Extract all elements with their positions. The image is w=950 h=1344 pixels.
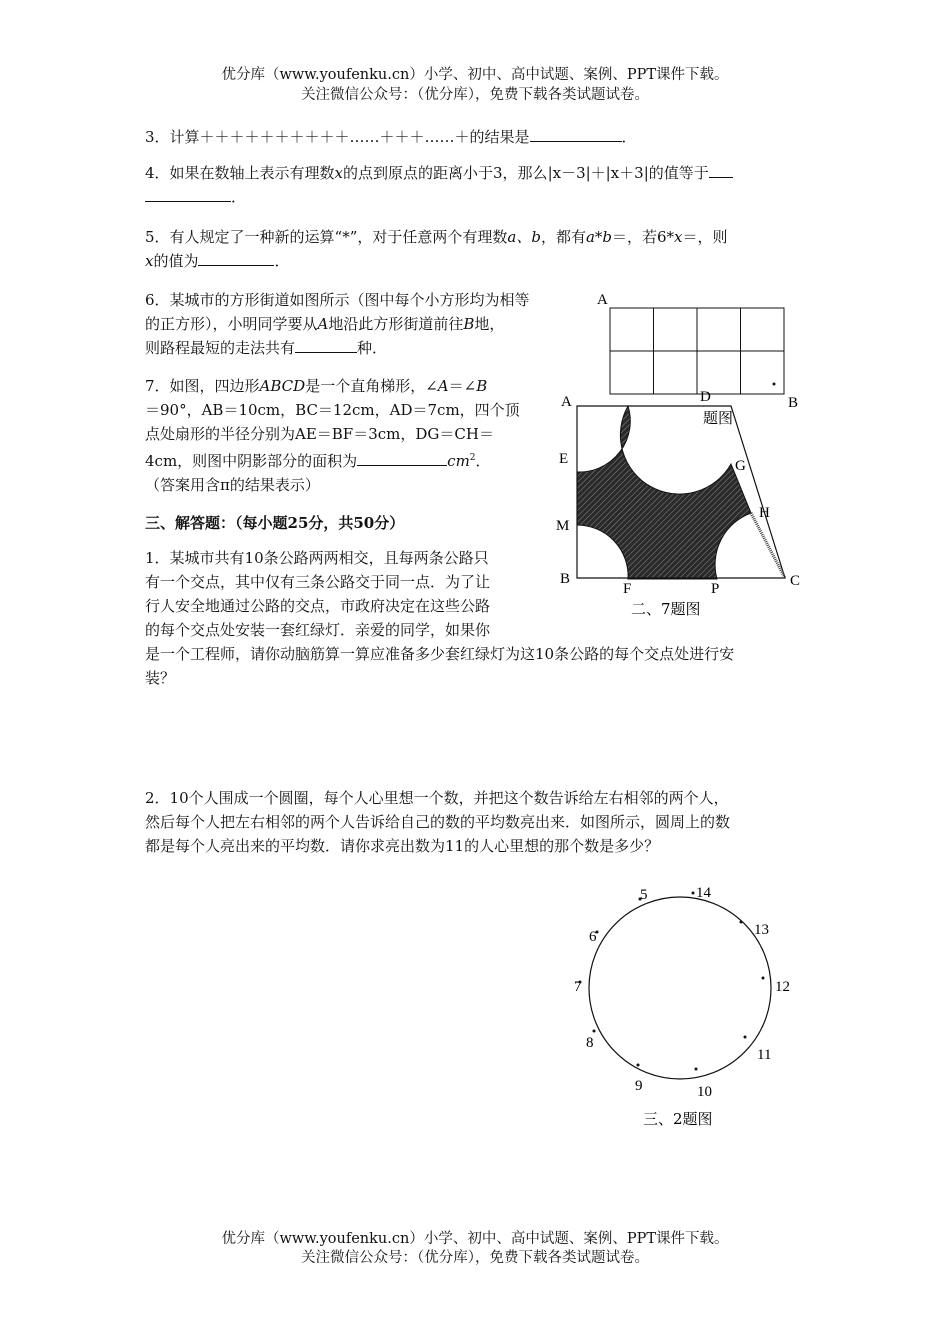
header-line-1: 优分库（www.youfenku.cn）小学、初中、高中试题、案例、PPT课件下载。 <box>221 67 729 83</box>
footer-line-1: 优分库（www.youfenku.cn）小学、初中、高中试题、案例、PPT课件下载。 <box>221 1231 729 1247</box>
footer-line-2: 关注微信公众号：（优分库），免费下载各类试题试卷。 <box>301 1250 649 1266</box>
grid-caption-prefix: D <box>700 389 711 405</box>
circle-number-9: 9 <box>635 1078 643 1094</box>
label-f: F <box>623 581 632 597</box>
problem-1: 1．某城市共有10条公路两两相交，且每两条公路只 有一个交点，其中仅有三条公路交于同一点．为了让 行人安全地通过公路的交点，市政府决定在这些公路 的每个交点处安装一套红绿灯．亲爱的同学，如果你 是一个工程师，请你动脑筋算一算应准备多少套红绿灯为这10条公路的每个交点处进行安 装？ <box>145 549 735 687</box>
label-h: H <box>759 505 770 521</box>
circle-number-11: 11 <box>757 1047 772 1063</box>
answer-blank-cont[interactable] <box>145 187 231 202</box>
circle-number-8: 8 <box>586 1035 594 1051</box>
label-b: B <box>560 571 571 587</box>
grid-label-b: B <box>788 395 799 411</box>
answer-blank[interactable] <box>198 251 274 266</box>
circle-number-12: 12 <box>775 979 790 995</box>
section-3-title: 三、解答题：（每小题25分，共50分） <box>145 514 405 532</box>
circle-number-13: 13 <box>754 922 769 938</box>
label-e: E <box>559 451 569 467</box>
label-p: P <box>711 581 720 597</box>
label-g: G <box>735 458 746 474</box>
circle <box>589 897 771 1079</box>
question-4: 4．如果在数轴上表示有理数x的点到原点的距离小于3，那么|x－3|＋|x＋3|的值等于 ． <box>145 161 810 209</box>
answer-blank[interactable] <box>530 127 622 142</box>
answer-blank[interactable] <box>709 163 733 178</box>
circle-number-6: 6 <box>589 929 597 945</box>
question-7: 7．如图，四边形ABCD是一个直角梯形，∠A＝∠B ＝90°，AB＝10cm，BC＝12cm，AD＝7cm，四个顶 点处扇形的半径分别为AE＝BF＝3cm，DG＝CH＝ 4cm，则图中阴影部分的面积为 $cm^2$． （答案用含π的结果表示） <box>145 377 520 494</box>
circle-number-14: 14 <box>696 885 711 901</box>
circle-caption: 三、2题图 <box>643 1110 713 1128</box>
label-m: M <box>556 518 570 534</box>
answer-blank[interactable] <box>295 338 357 353</box>
circle-number-10: 10 <box>697 1084 712 1100</box>
grid-label-a: A <box>597 292 608 308</box>
answer-blank[interactable] <box>357 451 447 466</box>
label-c: C <box>790 573 801 589</box>
question-6: 6．某城市的方形街道如图所示（图中每个小方形均为相等 的正方形），小明同学要从A地沿此方形街道前往B地， 则路程最短的走法共有 种． <box>145 291 530 357</box>
circle-number-7: 7 <box>574 979 582 995</box>
question-5: 5．有人规定了一种新的运算“*”，对于任意两个有理数a、b，都有a*b＝，若6*x＝，则 x的值为 ． <box>145 228 728 270</box>
circle-number-5: 5 <box>640 887 648 903</box>
header-line-2: 关注微信公众号：（优分库），免费下载各类试题试卷。 <box>301 87 649 103</box>
trapezoid-caption: 二、7题图 <box>631 600 701 618</box>
question-3: 3．计算＋＋＋＋＋＋＋＋＋＋……＋＋＋……＋的结果是 ． <box>145 128 637 146</box>
label-a: A <box>561 394 572 410</box>
problem-2: 2．10个人围成一个圆圈，每个人心里想一个数，并把这个数告诉给左右相邻的两个人， 然后每个人把左右相邻的两个人告诉给自己的数的平均数亮出来．如图所示，圆周上的数 都是每个人亮出来的平均数．请你求亮出数为11的人心里想的那个数是多少？ <box>145 789 731 855</box>
grid-caption: 题图 <box>703 409 734 427</box>
circle-figure <box>560 878 810 1138</box>
